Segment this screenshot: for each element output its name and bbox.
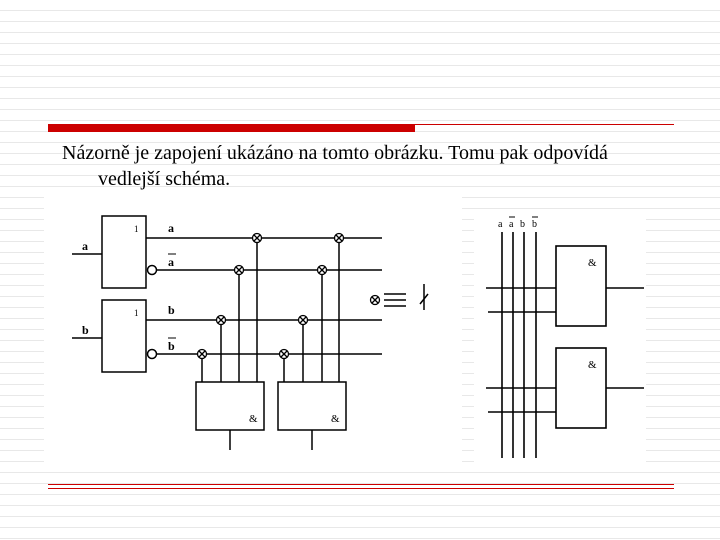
input-a-label: a [82,239,88,253]
body-text-line-1: Názorně je zapojení ukázáno na tomto obrázku. Tomu pak odpovídá [62,142,608,164]
inverter-b-symbol: 1 [134,308,139,318]
title-accent-line [415,124,674,125]
left-diagram-svg [44,196,462,468]
out-b-neg-label: b [168,339,175,353]
right-and-gate-1-symbol: & [588,257,597,269]
out-a-neg-label: a [168,255,174,269]
right-logic-diagram [474,212,646,468]
negation-bubble-b [148,350,157,359]
right-diagram-svg [474,212,646,468]
right-and-gate-2-symbol: & [588,359,597,371]
left-logic-diagram [44,196,462,468]
and-gate-1-symbol: & [249,413,258,425]
negation-bubble-a [148,266,157,275]
inverter-a-box [102,216,146,288]
input-b-label: b [82,323,89,337]
footer-rule-1 [48,484,674,485]
body-text-line-2: vedlejší schéma. [98,168,231,190]
right-bus-label-b: b [520,219,525,230]
body-text [62,140,702,192]
connection-points [198,234,380,359]
out-a-label: a [168,221,174,235]
right-bus-label-a: a [498,219,503,230]
right-bus-label-a-neg: a [509,219,514,230]
out-b-label: b [168,303,175,317]
inverter-a-symbol: 1 [134,224,139,234]
footer-rule-2 [48,488,674,489]
right-bus-label-b-neg: b [532,219,537,230]
right-and-gate-1-box [556,246,606,326]
right-and-gate-2-box [556,348,606,428]
title-accent-bar [48,124,415,132]
inverter-b-box [102,300,146,372]
and-gate-2-symbol: & [331,413,340,425]
